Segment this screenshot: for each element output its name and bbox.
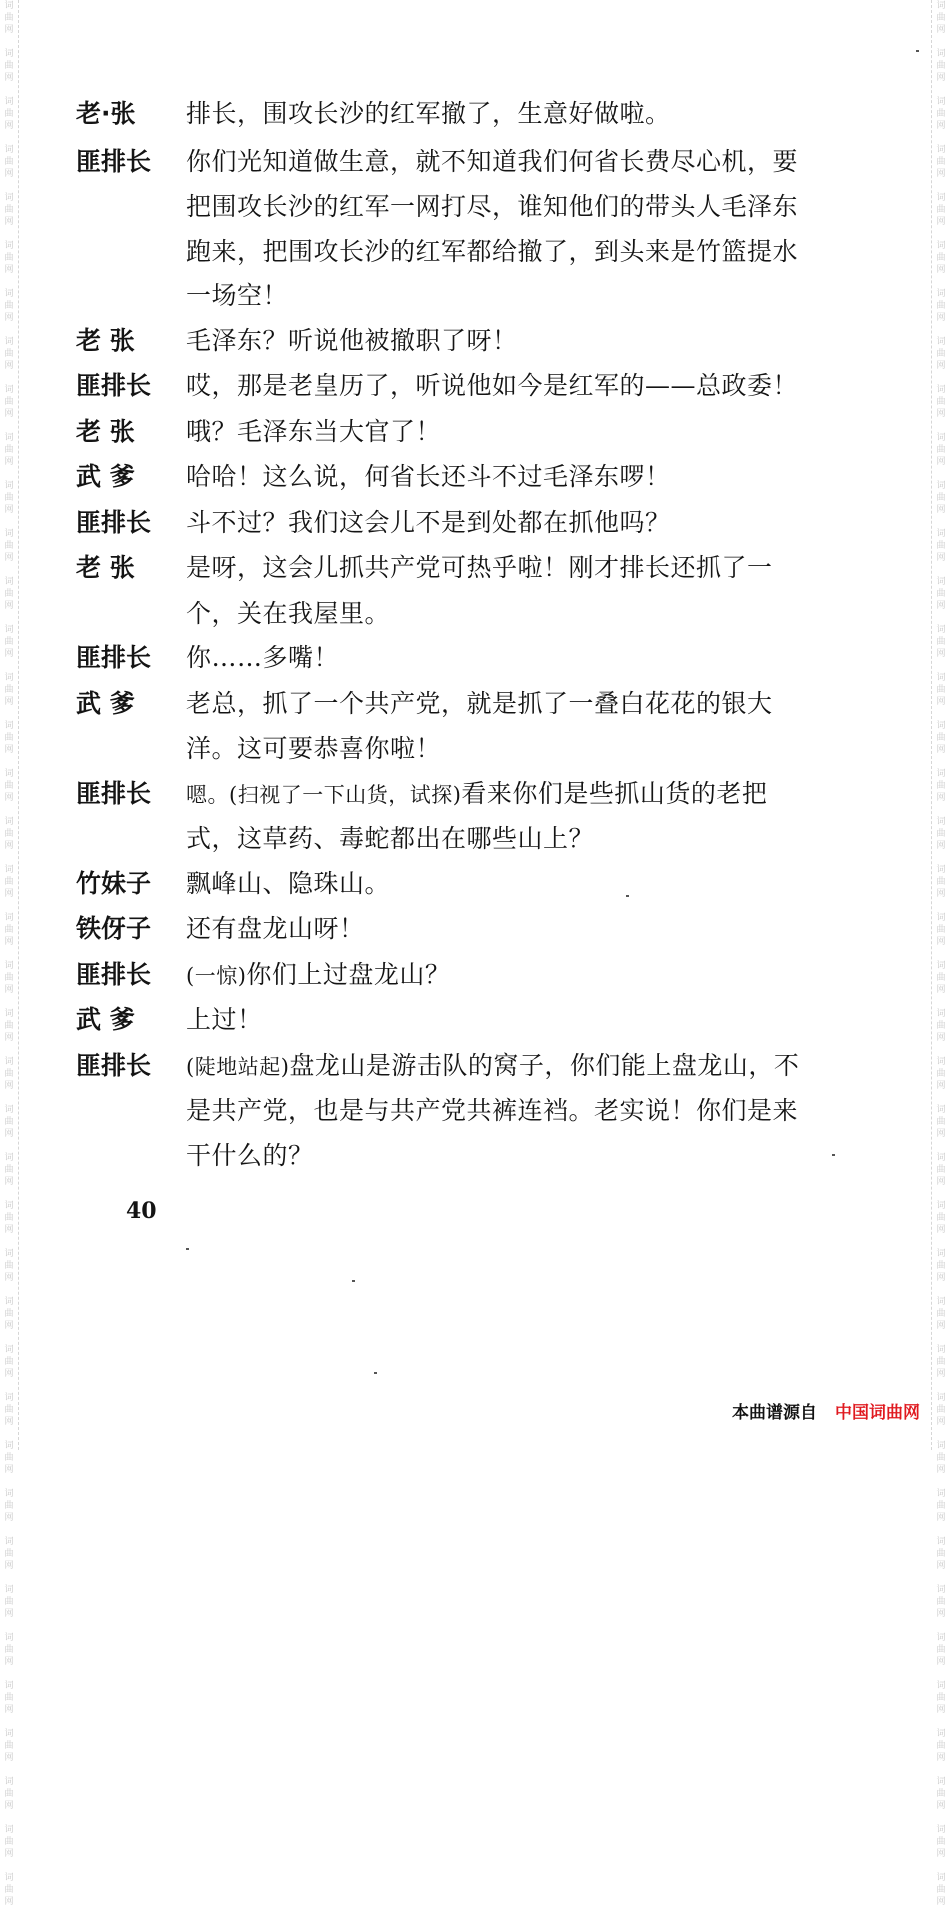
dialogue-line (76, 501, 816, 547)
speaker-name: 匪排长 (76, 507, 152, 537)
speaker-name: 匪排长 (76, 778, 152, 808)
speech-text (186, 953, 816, 999)
speech-text (186, 140, 816, 319)
right-watermark-strip: 词 曲 网 词 曲 网 词 曲 网 词 曲 网 词 曲 网 词 曲 网 词 曲 网 词 曲 网 词 曲 网 词 曲 网 词 曲 网 词 曲 网 词 曲 网 词 曲 网 词 曲 网 词 曲 网 词 曲 网 词 曲 网 词 曲 网 词 曲 网 词 曲 网 词 曲 网 词 曲 网 词 曲 网 词 曲 网 词 曲 网 词 曲 网 词 曲 网 词 曲 网 词 曲 网 词 曲 网 词 曲 网 词 曲 网 词 曲 网 词 曲 网 词 曲 网 词 曲 网 词 曲 网 词 曲 网 词 曲 网 (931, 0, 950, 1450)
spoken-text: 飘峰山、隐珠山。 (186, 868, 391, 898)
scan-speck (832, 1154, 835, 1156)
dialogue-line (76, 140, 816, 319)
spoken-text: 你……多嘴！ (186, 643, 340, 672)
scan-speck (626, 895, 629, 897)
spoken-text: 老总，抓了一个共产党，就是抓了一叠白花花的银大洋。这可要恭喜你啦！ (186, 688, 773, 763)
speech-text (186, 636, 816, 682)
spoken-text: 你们光知道做生意，就不知道我们何省长费尽心机，要把围攻长沙的红军一网打尽，谁知他们的带头人毛泽东跑来，把围攻长沙的红军都给撤了，到头来是竹篮提水一场空！ (186, 146, 799, 310)
speech-text (186, 364, 816, 410)
stage-direction: (陡地站起) (186, 1054, 290, 1079)
dialogue-line (76, 862, 816, 908)
speech-text (186, 998, 816, 1044)
speaker-name: 匪排长 (76, 1050, 152, 1080)
spoken-text: 哈哈！这么说，何省长还斗不过毛泽东啰！ (186, 462, 671, 491)
speaker-name: 匪排长 (76, 643, 152, 672)
dialogue-line (76, 636, 816, 682)
left-watermark-strip: 词 曲 网 词 曲 网 词 曲 网 词 曲 网 词 曲 网 词 曲 网 词 曲 网 词 曲 网 词 曲 网 词 曲 网 词 曲 网 词 曲 网 词 曲 网 词 曲 网 词 曲 网 词 曲 网 词 曲 网 词 曲 网 词 曲 网 词 曲 网 词 曲 网 词 曲 网 词 曲 网 词 曲 网 词 曲 网 词 曲 网 词 曲 网 词 曲 网 词 曲 网 词 曲 网 词 曲 网 词 曲 网 词 曲 网 词 曲 网 词 曲 网 词 曲 网 词 曲 网 词 曲 网 词 曲 网 词 曲 网 (0, 0, 19, 1450)
dialogue-line (76, 455, 816, 501)
dialogue-line (76, 998, 816, 1044)
spoken-text: 哦？毛泽东当大官了！ (186, 416, 442, 446)
speech-text (186, 319, 816, 365)
speaker-name: 匪排长 (76, 146, 152, 176)
footer-site-link[interactable]: 中国词曲网 (835, 1403, 920, 1423)
spoken-text: 盘龙山是游击队的窝子，你们能上盘龙山，不是共产党，也是与共产党共裤连裆。老实说！你们是来干什么的？ (186, 1050, 800, 1170)
speaker-name: 匪排长 (76, 959, 152, 989)
scan-speck (186, 1248, 189, 1250)
speaker-name: 竹妹子 (76, 868, 152, 898)
spoken-text: 上过！ (186, 1005, 263, 1034)
speaker-name: 老·张 (76, 99, 136, 128)
speaker-name: 武 爹 (76, 1005, 135, 1034)
dialogue-line (76, 410, 816, 456)
scan-speck (374, 1372, 377, 1374)
dialogue-script (76, 92, 816, 1178)
footer-source-text: 本曲谱源自 (732, 1403, 817, 1423)
speech-text (186, 1044, 816, 1179)
stage-direction: 嗯。(扫视了一下山货，试探) (186, 782, 462, 807)
speech-text (186, 862, 816, 908)
dialogue-line (76, 953, 816, 999)
footer-credit (732, 1398, 920, 1423)
spoken-text: 你们上过盘龙山？ (246, 959, 451, 989)
dialogue-line (76, 907, 816, 953)
speech-text (186, 907, 816, 953)
speech-text (186, 772, 816, 862)
speech-text (186, 410, 816, 456)
dialogue-line (76, 319, 816, 365)
speech-text (186, 501, 816, 547)
spoken-text: 排长，围攻长沙的红军撤了，生意好做啦。 (186, 99, 671, 128)
speaker-name: 老 张 (76, 553, 135, 582)
speaker-name: 老 张 (76, 325, 135, 355)
spoken-text: 看来你们是些抓山货的老把式，这草药、毒蛇都出在哪些山上？ (186, 778, 768, 853)
speech-text (186, 682, 816, 772)
spoken-text: 毛泽东？听说他被撤职了呀！ (186, 325, 518, 355)
spoken-text: 斗不过？我们这会儿不是到处都在抓他吗？ (186, 507, 671, 537)
page-number: 40 (126, 1198, 157, 1224)
speaker-name: 铁伢子 (76, 914, 152, 943)
speaker-name: 武 爹 (76, 462, 135, 491)
scan-speck (352, 1280, 355, 1282)
dialogue-line (76, 546, 816, 636)
speaker-name: 匪排长 (76, 371, 152, 400)
spoken-text: 哎，那是老皇历了，听说他如今是红军的——总政委！ (186, 371, 799, 400)
dialogue-line (76, 772, 816, 862)
speaker-name: 老 张 (76, 416, 135, 446)
dialogue-line (76, 364, 816, 410)
spoken-text: 还有盘龙山呀！ (186, 914, 365, 943)
stage-direction: (一惊) (186, 963, 247, 988)
spoken-text: 是呀，这会儿抓共产党可热乎啦！刚才排长还抓了一个，关在我屋里。 (186, 553, 773, 628)
speaker-name: 武 爹 (76, 688, 135, 718)
dialogue-line (76, 92, 816, 138)
dialogue-line (76, 1044, 816, 1179)
speech-text (186, 92, 816, 138)
dialogue-line (76, 682, 816, 772)
speech-text (186, 455, 816, 501)
speech-text (186, 546, 816, 636)
scan-speck (916, 50, 919, 52)
